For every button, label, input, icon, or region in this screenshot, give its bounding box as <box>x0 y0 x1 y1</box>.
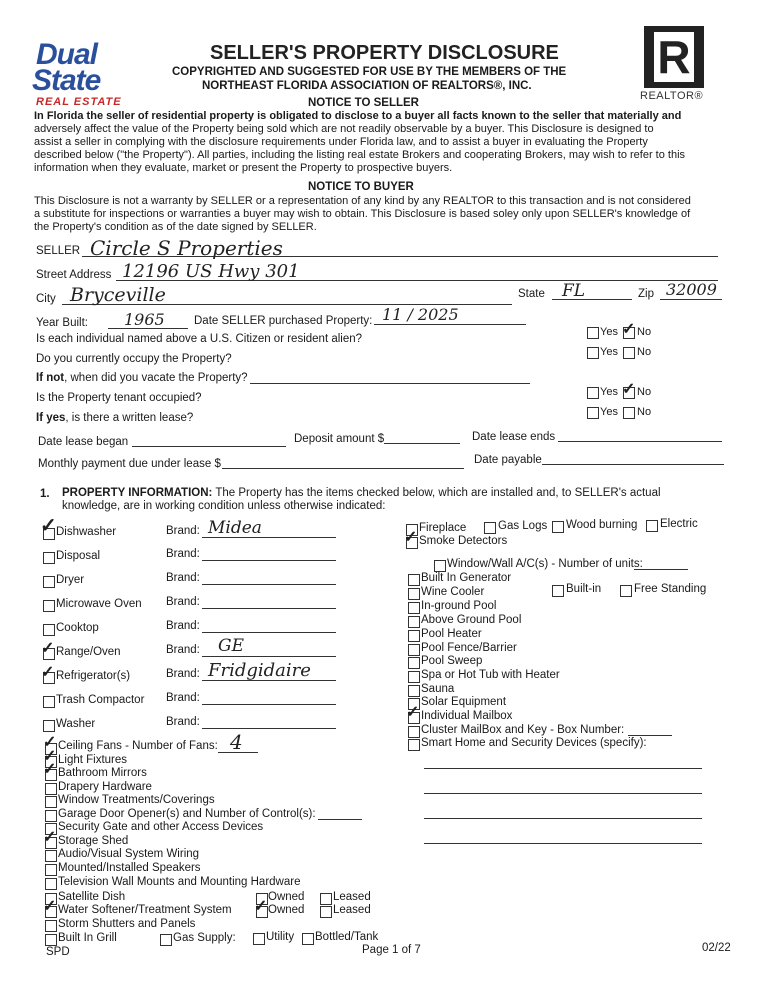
above-pool-checkbox[interactable] <box>408 616 420 628</box>
notice-seller-title: NOTICE TO SELLER <box>308 97 419 109</box>
drapery-checkbox[interactable] <box>45 783 57 795</box>
dryer-label: Dryer <box>56 574 85 586</box>
check-icon: ✓ <box>254 898 268 915</box>
q-citizen: Is each individual named above a U.S. Citizen or resident alien? <box>36 333 363 345</box>
disposal-label: Disposal <box>56 550 101 562</box>
brand-label: Brand: <box>166 716 200 728</box>
inground-pool-checkbox[interactable] <box>408 602 420 614</box>
check-icon: ✓ <box>43 734 57 751</box>
footer-form-code: SPD <box>46 946 70 958</box>
notice-seller-l1: In Florida the seller of residential property is obligated to disclose to a buyer all facts known to the seller that materially and <box>34 110 682 122</box>
brand-label: Brand: <box>166 692 200 704</box>
inground-pool-label: In-ground Pool <box>421 600 497 612</box>
fridge-label: Refrigerator(s) <box>56 670 131 682</box>
check-icon: ✓ <box>41 640 55 657</box>
lease-began-label: Date lease began <box>38 436 129 448</box>
disposal-checkbox[interactable] <box>43 552 55 564</box>
check-icon: ✓ <box>43 829 57 846</box>
brand-label: Brand: <box>166 668 200 680</box>
brand-label: Brand: <box>166 644 200 656</box>
range-label: Range/Oven <box>56 646 121 658</box>
notice-buyer-title: NOTICE TO BUYER <box>308 181 414 193</box>
seller-label: SELLER <box>36 245 81 257</box>
cooktop-checkbox[interactable] <box>43 624 55 636</box>
pool-sweep-checkbox[interactable] <box>408 657 420 669</box>
yes-label: Yes <box>600 346 618 358</box>
washer-checkbox[interactable] <box>43 720 55 732</box>
satellite-label: Satellite Dish <box>58 891 126 903</box>
check-icon: ✓ <box>41 664 55 681</box>
check-icon: ✓ <box>43 761 57 778</box>
check-icon: ✓ <box>43 748 57 765</box>
gas-bottled-checkbox[interactable] <box>302 933 314 945</box>
electric-checkbox[interactable] <box>646 520 658 532</box>
above-pool-label: Above Ground Pool <box>421 614 522 626</box>
storm-shutters-checkbox[interactable] <box>45 920 57 932</box>
gas-utility-checkbox[interactable] <box>253 933 265 945</box>
seller-field[interactable]: Circle S Properties <box>90 236 283 260</box>
brand-label: Brand: <box>166 548 200 560</box>
pool-fence-label: Pool Fence/Barrier <box>421 642 517 654</box>
yes-label: Yes <box>600 406 618 418</box>
trash-label: Trash Compactor <box>56 694 145 706</box>
cooktop-label: Cooktop <box>56 622 99 634</box>
security-gate-label: Security Gate and other Access Devices <box>58 821 264 833</box>
check-icon: ✓ <box>622 381 636 398</box>
speakers-label: Mounted/Installed Speakers <box>58 862 201 874</box>
no-label: No <box>637 386 652 398</box>
window-ac-checkbox[interactable] <box>434 560 446 572</box>
section-text1: The Property has the items checked below, which are installed and, to SELLER's actual <box>212 487 661 499</box>
lease-ends-label: Date lease ends <box>472 431 556 443</box>
trash-checkbox[interactable] <box>43 696 55 708</box>
water-softener-label: Water Softener/Treatment System <box>58 904 232 916</box>
notice-seller-l2: adversely affect the value of the Property being sold which are not readily observable by a buyer. This Disclosure is designed to <box>34 123 654 135</box>
logo-line3: REAL ESTATE <box>36 96 122 108</box>
q-lease-text: , is there a written lease? <box>65 412 194 424</box>
cluster-mailbox-checkbox[interactable] <box>408 726 420 738</box>
av-wiring-checkbox[interactable] <box>45 850 57 862</box>
wine-builtin-checkbox[interactable] <box>552 585 564 597</box>
gas-supply-checkbox[interactable] <box>160 934 172 946</box>
realtor-glyph: R <box>657 31 691 83</box>
wood-burning-checkbox[interactable] <box>552 521 564 533</box>
q-occupy-no-checkbox[interactable] <box>623 347 635 359</box>
q-occupy: Do you currently occupy the Property? <box>36 353 232 365</box>
check-icon: ✓ <box>622 321 636 338</box>
notice-buyer-l2: a substitute for inspections or warranties a buyer may wish to obtain. This Disclosure is based soley only upon SELLER's knowledge of <box>34 208 691 220</box>
storage-shed-label: Storage Shed <box>58 835 129 847</box>
grill-label: Built In Grill <box>58 932 117 944</box>
garage-label: Garage Door Opener(s) and Number of Control(s): <box>58 808 316 820</box>
year-built-label: Year Built: <box>36 317 88 329</box>
zip-field[interactable]: 32009 <box>666 280 717 299</box>
fireplace-label: Fireplace <box>419 522 467 534</box>
pool-fence-checkbox[interactable] <box>408 644 420 656</box>
q-tenant-yes-checkbox[interactable] <box>587 387 599 399</box>
street-field[interactable]: 12196 US Hwy 301 <box>122 261 300 282</box>
q-occupy-yes-checkbox[interactable] <box>587 347 599 359</box>
window-treatments-checkbox[interactable] <box>45 796 57 808</box>
utility-label: Utility <box>266 931 295 943</box>
solar-label: Solar Equipment <box>421 696 507 708</box>
dishwasher-brand-field[interactable]: Midea <box>208 518 262 538</box>
footer-page-number: Page 1 of 7 <box>362 944 421 956</box>
state-field[interactable]: FL <box>562 281 586 301</box>
electric-label: Electric <box>660 518 698 530</box>
leased-label: Leased <box>333 904 371 916</box>
section-intro <box>62 487 661 499</box>
payable-label: Date payable <box>474 454 542 466</box>
q-lease-bold: If yes <box>36 412 66 424</box>
year-built-field[interactable]: 1965 <box>124 310 165 329</box>
generator-label: Built In Generator <box>421 572 512 584</box>
check-icon: ✓ <box>404 529 418 546</box>
microwave-checkbox[interactable] <box>43 600 55 612</box>
mirrors-label: Bathroom Mirrors <box>58 767 147 779</box>
brand-label: Brand: <box>166 620 200 632</box>
tv-mounts-checkbox[interactable] <box>45 878 57 890</box>
no-label: No <box>637 406 652 418</box>
street-label: Street Address <box>36 269 112 281</box>
yes-label: Yes <box>600 326 618 338</box>
gas-supply-label: Gas Supply: <box>173 932 236 944</box>
notice-buyer-l1: This Disclosure is not a warranty by SELLER or a representation of any kind by any REALTOR to this transaction and is not considered <box>34 195 691 207</box>
city-label: City <box>36 293 56 305</box>
q-vacate-text: , when did you vacate the Property? <box>64 372 248 384</box>
footer-revision: 02/22 <box>702 942 731 954</box>
monthly-label: Monthly payment due under lease $ <box>38 458 221 470</box>
pool-sweep-label: Pool Sweep <box>421 655 483 667</box>
notice-seller-l4: described below ("the Property"). All parties, including the listing real estate Brokers and cooperating Brokers, may wish to refer to this <box>34 149 686 161</box>
smart-home-label: Smart Home and Security Devices (specify): <box>421 737 647 749</box>
washer-label: Washer <box>56 718 96 730</box>
wine-free-standing-checkbox[interactable] <box>620 585 632 597</box>
no-label: No <box>637 326 652 338</box>
purchased-label: Date SELLER purchased Property: <box>194 315 373 327</box>
check-icon: ✓ <box>40 515 57 537</box>
generator-checkbox[interactable] <box>408 574 420 586</box>
satellite-leased-checkbox[interactable] <box>320 893 332 905</box>
owned-label: Owned <box>268 891 305 903</box>
copyright-line1: COPYRIGHTED AND SUGGESTED FOR USE BY THE MEMBERS OF THE <box>172 66 567 78</box>
dual-state-logo <box>30 40 170 106</box>
notice-seller-l3: assist a seller in complying with the disclosure requirements under Florida law, and to assist a buyer in evaluating the Property <box>34 136 648 148</box>
brand-label: Brand: <box>166 525 200 537</box>
q-lease-no-checkbox[interactable] <box>623 407 635 419</box>
section-number: 1. <box>40 488 50 500</box>
wood-burning-label: Wood burning <box>566 519 638 531</box>
builtin-label: Built-in <box>566 583 602 595</box>
deposit-label: Deposit amount $ <box>294 433 385 445</box>
range-brand-field[interactable]: GE <box>218 636 244 656</box>
bottled-label: Bottled/Tank <box>315 931 379 943</box>
q-vacate <box>36 372 248 384</box>
no-label: No <box>637 346 652 358</box>
water-leased-checkbox[interactable] <box>320 906 332 918</box>
leased-label: Leased <box>333 891 371 903</box>
realtor-label: REALTOR® <box>640 90 704 102</box>
cluster-mailbox-label: Cluster MailBox and Key - Box Number: <box>421 724 625 736</box>
dishwasher-label: Dishwasher <box>56 526 117 538</box>
notice-seller-l5: information when they evaluate, market or present the Property to prospective buyers. <box>34 162 453 174</box>
section-text2: knowledge, are in working condition unless otherwise indicated: <box>62 500 386 512</box>
owned-label: Owned <box>268 904 305 916</box>
logo-line1: Dual <box>36 38 98 71</box>
q-vacate-bold: If not <box>36 372 65 384</box>
grill-checkbox[interactable] <box>45 934 57 946</box>
ceiling-fans-count[interactable]: 4 <box>230 730 243 754</box>
smoke-detectors-label: Smoke Detectors <box>419 535 508 547</box>
av-wiring-label: Audio/Visual System Wiring <box>58 848 200 860</box>
free-standing-label: Free Standing <box>634 583 707 595</box>
check-icon: ✓ <box>43 898 57 915</box>
spa-label: Spa or Hot Tub with Heater <box>421 669 560 681</box>
pool-heater-label: Pool Heater <box>421 628 482 640</box>
purchased-field[interactable]: 11 / 2025 <box>382 305 459 324</box>
sauna-label: Sauna <box>421 683 455 695</box>
section-title: PROPERTY INFORMATION: <box>62 487 213 499</box>
yes-label: Yes <box>600 386 618 398</box>
check-icon: ✓ <box>406 704 420 721</box>
gas-logs-label: Gas Logs <box>498 520 548 532</box>
tv-mounts-label: Television Wall Mounts and Mounting Hardware <box>58 876 301 888</box>
sauna-checkbox[interactable] <box>408 685 420 697</box>
spa-checkbox[interactable] <box>408 671 420 683</box>
notice-buyer-l3: the Property's condition as of the date signed by SELLER. <box>34 221 317 233</box>
logo-line2: State <box>32 64 101 97</box>
garage-checkbox[interactable] <box>45 810 57 822</box>
dryer-checkbox[interactable] <box>43 576 55 588</box>
microwave-label: Microwave Oven <box>56 598 142 610</box>
window-treatments-label: Window Treatments/Coverings <box>58 794 215 806</box>
fridge-brand-field[interactable]: Fridgidaire <box>208 660 311 681</box>
ceiling-fans-label: Ceiling Fans - Number of Fans: <box>58 740 218 752</box>
speakers-checkbox[interactable] <box>45 864 57 876</box>
smart-home-checkbox[interactable] <box>408 739 420 751</box>
drapery-label: Drapery Hardware <box>58 781 152 793</box>
light-fixtures-label: Light Fixtures <box>58 754 128 766</box>
copyright-line2: NORTHEAST FLORIDA ASSOCIATION OF REALTORS®, INC. <box>202 80 532 92</box>
individual-mailbox-label: Individual Mailbox <box>421 710 513 722</box>
wine-cooler-checkbox[interactable] <box>408 588 420 600</box>
q-lease-yes-checkbox[interactable] <box>587 407 599 419</box>
brand-label: Brand: <box>166 596 200 608</box>
city-field[interactable]: Bryceville <box>70 284 166 306</box>
pool-heater-checkbox[interactable] <box>408 630 420 642</box>
realtor-logo-icon <box>644 26 704 88</box>
gas-logs-checkbox[interactable] <box>484 522 496 534</box>
zip-label: Zip <box>638 288 654 300</box>
q-citizen-yes-checkbox[interactable] <box>587 327 599 339</box>
q-tenant: Is the Property tenant occupied? <box>36 392 202 404</box>
q-lease <box>36 412 193 424</box>
storm-shutters-label: Storm Shutters and Panels <box>58 918 196 930</box>
wine-cooler-label: Wine Cooler <box>421 586 485 598</box>
state-label: State <box>518 288 545 300</box>
window-ac-label: Window/Wall A/C(s) - Number of units: <box>447 558 643 570</box>
brand-label: Brand: <box>166 572 200 584</box>
form-title: SELLER'S PROPERTY DISCLOSURE <box>210 42 559 64</box>
